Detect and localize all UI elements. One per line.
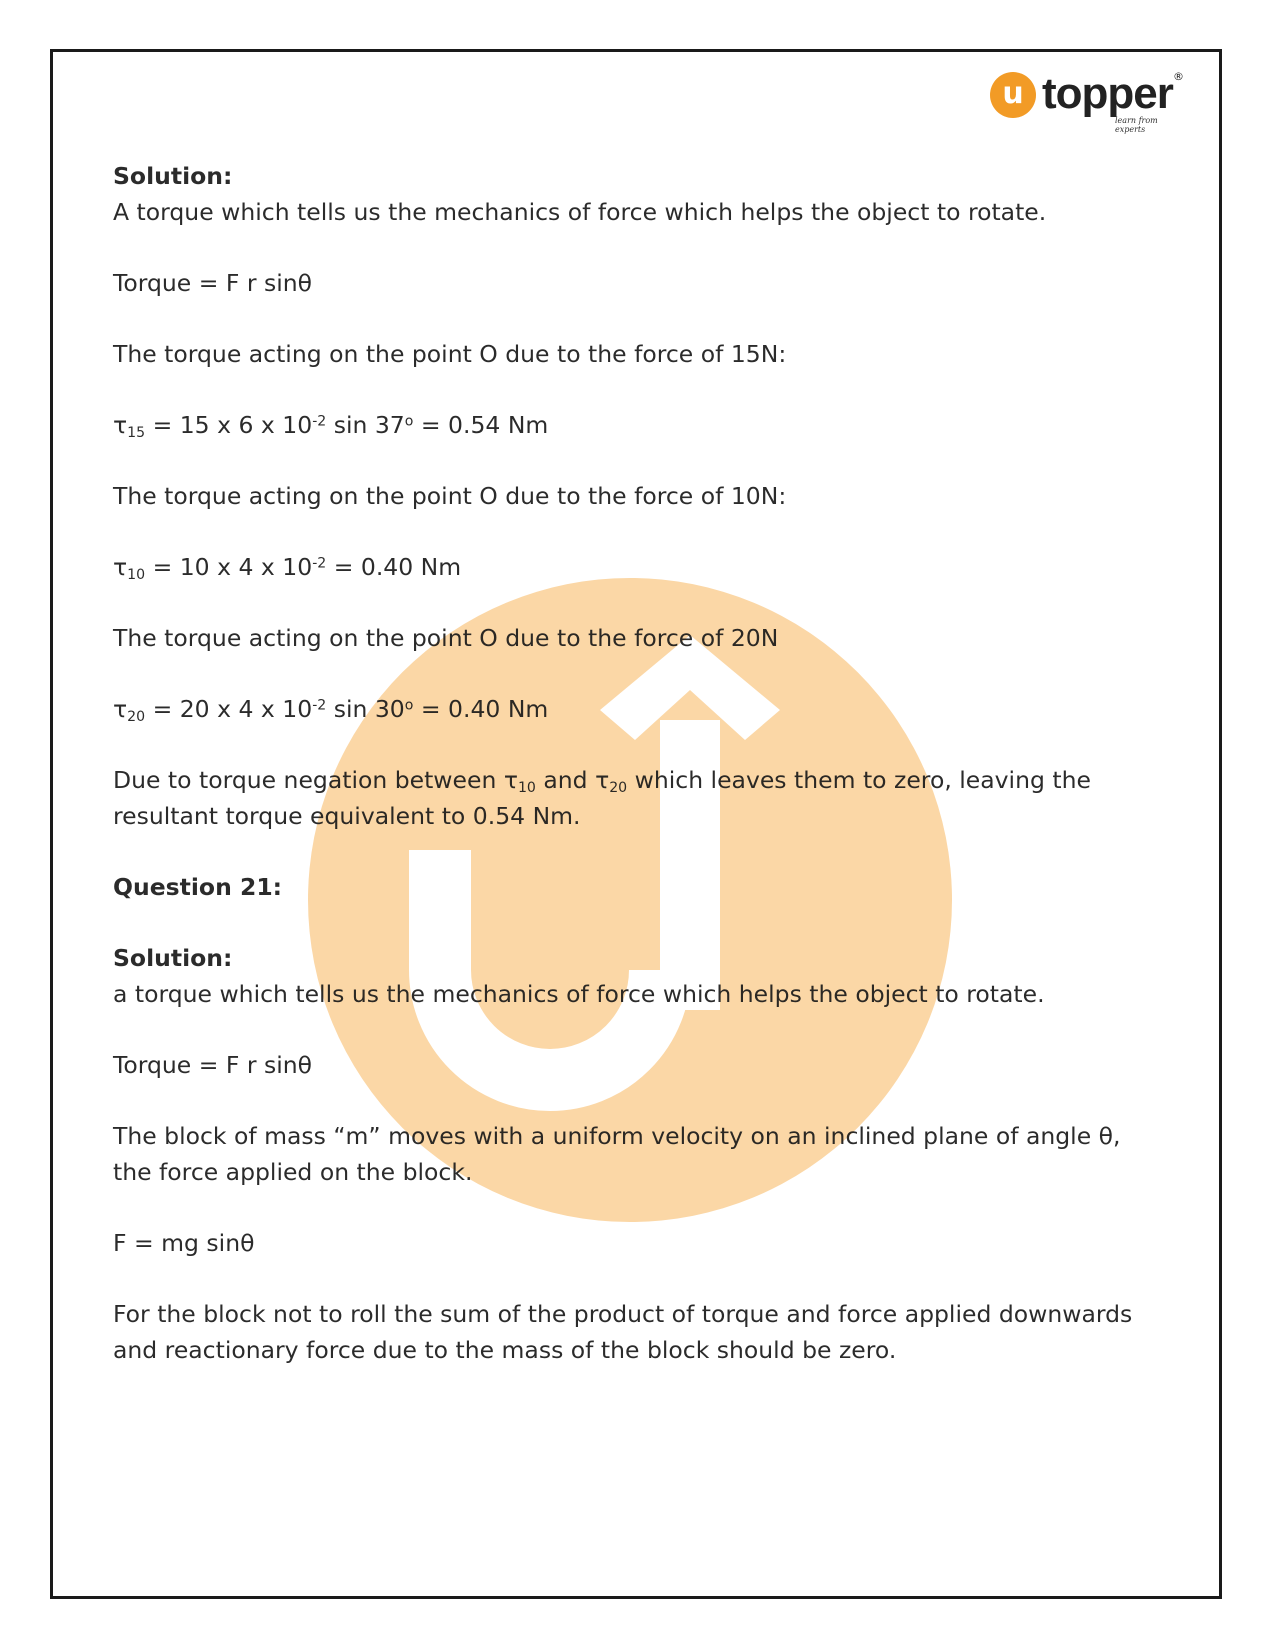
torque-definition-1: A torque which tells us the mechanics of force which helps the object to rotate.	[113, 198, 1047, 226]
topper-logo-icon: u	[990, 72, 1036, 118]
torque-definition-2: a torque which tells us the mechanics of force which helps the object to rotate.	[113, 980, 1045, 1008]
question-21-heading: Question 21:	[113, 873, 283, 901]
registered-mark: ®	[1173, 70, 1184, 83]
conclusion-line-2: and reactionary force due to the mass of the block should be zero.	[113, 1336, 897, 1364]
topper-logo	[990, 68, 1190, 132]
resultant-torque-text: resultant torque equivalent to 0.54 Nm.	[113, 802, 581, 830]
force-20n-text: The torque acting on the point O due to the force of 20N	[113, 624, 779, 652]
force-formula: F = mg sinθ	[113, 1229, 255, 1257]
logo-wordmark: topper	[1042, 69, 1173, 118]
force-15n-text: The torque acting on the point O due to the force of 15N:	[113, 340, 787, 368]
torque-10-equation: $\tau_{10} = 10$ x 4 x $10^{-2} = 0.40$ Nm	[113, 553, 462, 584]
block-force-text: the force applied on the block.	[113, 1158, 473, 1186]
logo-tagline: learn from experts	[1115, 116, 1158, 134]
torque-20-equation: $\tau_{20} = 20$ x 4 x $10^{-2}$ $\sin 30^o = 0.40$ Nm	[113, 695, 549, 726]
torque-negation-text: Due to torque negation between $\tau_{10}$ and $\tau_{20}$ which leaves them to zero, leaving the	[113, 766, 1091, 797]
force-10n-text: The torque acting on the point O due to the force of 10N:	[113, 482, 787, 510]
document-body	[113, 158, 1163, 1368]
block-motion-text: The block of mass “m” moves with a uniform velocity on an inclined plane of angle θ,	[113, 1122, 1121, 1150]
solution-heading-2: Solution:	[113, 944, 233, 972]
conclusion-line-1: For the block not to roll the sum of the product of torque and force applied downwards	[113, 1300, 1133, 1328]
torque-15-equation: $\tau_{15} = 15$ x 6 x $10^{-2}$ $\sin 37^o = 0.54$ Nm	[113, 411, 549, 442]
solution-heading-1: Solution:	[113, 162, 233, 190]
torque-formula-1: Torque = F r sinθ	[113, 269, 313, 297]
torque-formula-2: Torque = F r sinθ	[113, 1051, 313, 1079]
